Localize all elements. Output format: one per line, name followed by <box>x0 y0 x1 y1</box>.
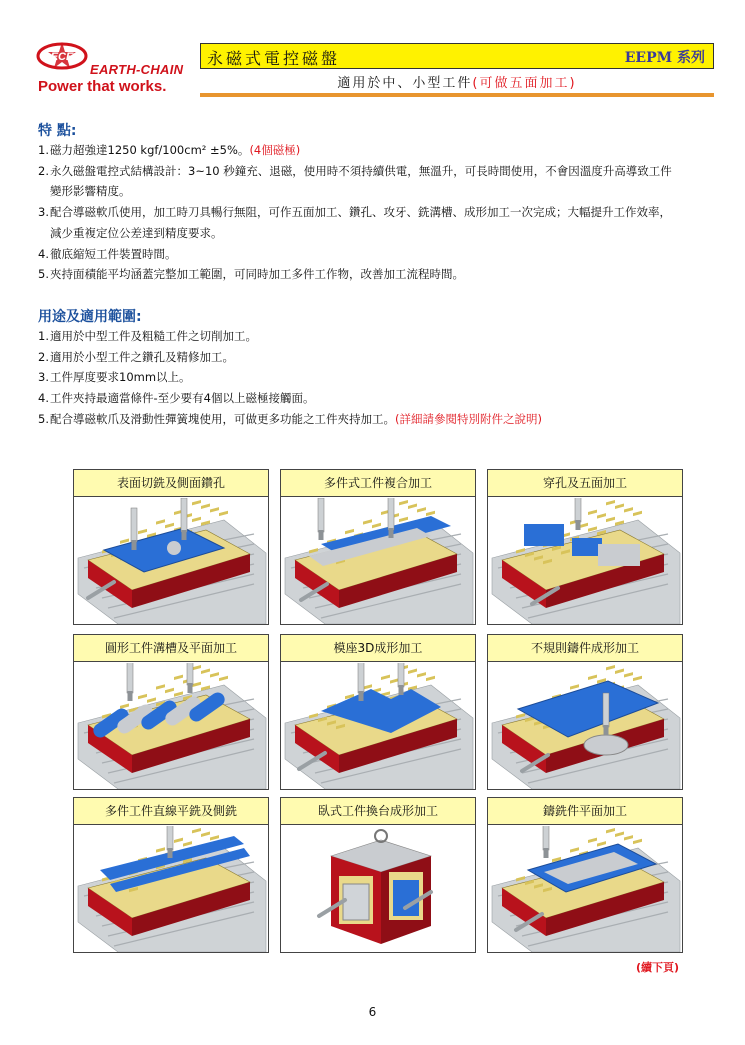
brand-slogan: Power that works. <box>38 78 167 95</box>
feature-item: 4.徹底縮短工件裝置時間。 <box>38 246 177 261</box>
magnetic-pole <box>192 682 201 687</box>
magnetic-pole <box>201 504 210 509</box>
magnetic-pole <box>201 669 210 674</box>
magnetic-pole <box>381 675 390 680</box>
company-logo <box>36 40 191 98</box>
application-panel <box>487 634 683 790</box>
usage-item: 3.工件厚度要求10mm以上。 <box>38 370 191 385</box>
round-part <box>584 735 628 755</box>
magnetic-pole <box>597 513 606 518</box>
magnetic-pole <box>606 517 615 522</box>
workpiece <box>572 538 602 556</box>
usage-item: 4.工件夾持最適當條件-至少要有4個以上磁極接觸面。 <box>38 391 315 406</box>
feature-item: 2.永久磁盤電控式結構設計：3~10 秒鐘充、退磁，使用時不須持續供電，無溫升，可長時間使用，不會因溫度升高導致工件 變形影響精度。 <box>38 163 672 199</box>
magnetic-pole <box>201 832 210 837</box>
cutter-tip <box>399 685 404 695</box>
bore <box>167 541 181 555</box>
magnetic-pole <box>606 500 615 505</box>
magnetic-pole <box>390 678 399 683</box>
cutter-shank <box>388 498 394 530</box>
feature-item: 1.磁力超強達1250 kgf/100cm² ±5%。(4個磁極) <box>38 143 301 157</box>
cutter-tip <box>188 683 193 693</box>
five-face-machining-icon <box>488 498 682 624</box>
workpiece <box>343 884 369 920</box>
magnetic-pole <box>156 684 165 689</box>
cutter-tip <box>168 848 173 858</box>
cutter-shank <box>575 498 581 522</box>
magnetic-pole <box>633 839 642 844</box>
cutter-tip <box>132 540 137 550</box>
header-divider <box>200 93 714 97</box>
magnetic-pole <box>615 504 624 509</box>
cutter-shank <box>603 693 609 727</box>
magnetic-pole <box>165 523 174 528</box>
magnetic-pole <box>363 684 372 689</box>
magnetic-pole <box>606 828 615 833</box>
application-panel <box>73 797 269 953</box>
magnetic-pole <box>156 847 165 852</box>
cutter-tip <box>319 530 324 540</box>
application-panel <box>73 469 269 625</box>
magnetic-pole <box>624 672 633 677</box>
panel-label: 圓形工件溝槽及平面加工 <box>74 635 268 662</box>
magnetic-pole <box>588 838 597 843</box>
continued-note: (續下頁) <box>636 961 680 974</box>
magnetic-pole <box>192 500 201 505</box>
magnetic-pole <box>210 507 219 512</box>
panel-label: 表面切銑及側面鑽孔 <box>74 470 268 497</box>
logo-letters: ECE <box>50 51 74 63</box>
magnetic-pole <box>408 504 417 509</box>
magnetic-pole <box>426 676 435 681</box>
cutter-shank <box>398 663 404 687</box>
title-bar <box>200 43 714 69</box>
magnetic-pole <box>417 672 426 677</box>
round-workpiece-grooving-icon <box>74 663 268 789</box>
application-panel <box>487 469 683 625</box>
cutter-tip <box>182 530 187 540</box>
magnetic-pole <box>624 835 633 840</box>
application-panel <box>280 797 476 953</box>
usage-item: 1.適用於中型工件及粗糙工件之切削加工。 <box>38 329 257 343</box>
magnetic-pole <box>372 523 381 528</box>
page-number: 6 <box>368 1005 377 1019</box>
application-panel <box>280 469 476 625</box>
panel-label: 鑄銑件平面加工 <box>488 798 682 825</box>
workpiece <box>393 880 419 916</box>
workpiece <box>598 544 640 566</box>
workpiece <box>524 524 564 546</box>
irregular-casting-forming-icon <box>488 663 682 789</box>
brand-name: EARTH-CHAIN <box>90 62 184 77</box>
magnetic-pole <box>588 510 597 515</box>
feature-item: 5.夾持面積能平均涵蓋完整加工範圍，可同時加工多件工作物，改善加工流程時間。 <box>38 267 464 282</box>
workpiece-surface-milling-icon <box>74 498 268 624</box>
magnetic-pole <box>210 835 219 840</box>
usage-list <box>38 326 708 430</box>
panel-label: 模座3D成形加工 <box>281 635 475 662</box>
magnetic-pole <box>138 529 147 534</box>
cutter-tip <box>359 691 364 701</box>
magnetic-pole <box>363 519 372 524</box>
magnetic-pole <box>408 669 417 674</box>
cutter-shank <box>167 826 173 850</box>
cutter-tip <box>128 691 133 701</box>
magnetic-pole <box>174 675 183 680</box>
magnetic-pole <box>624 507 633 512</box>
magnetic-pole <box>570 847 579 852</box>
usage-item: 2.適用於小型工件之鑽孔及精修加工。 <box>38 349 234 364</box>
magnetic-pole <box>570 684 579 689</box>
magnetic-pole <box>192 665 201 670</box>
application-panel <box>487 797 683 953</box>
cutter-shank <box>358 663 364 693</box>
application-panel <box>280 634 476 790</box>
magnetic-pole <box>219 676 228 681</box>
magnetic-pole <box>174 838 183 843</box>
magnetic-pole <box>588 675 597 680</box>
panel-label: 多件工件直線平銑及側銑 <box>74 798 268 825</box>
magnetic-pole <box>120 703 129 708</box>
magnetic-pole <box>210 672 219 677</box>
panel-label: 臥式工件換台成形加工 <box>281 798 475 825</box>
magnetic-pole <box>426 511 435 516</box>
magnetic-pole <box>633 511 642 516</box>
magnetic-pole <box>615 669 624 674</box>
magnetic-pole <box>399 517 408 522</box>
casting-face-milling-icon <box>488 826 682 952</box>
ece-logo-icon <box>36 40 88 72</box>
magnetic-pole <box>192 517 201 522</box>
horizontal-pallet-forming-icon <box>281 826 475 952</box>
magnetic-pole <box>147 697 156 702</box>
page-title: 永磁式電控磁盤 <box>207 49 341 68</box>
series-label: EEPM 系列 <box>624 50 705 66</box>
magnetic-pole <box>192 828 201 833</box>
magnetic-pole <box>156 519 165 524</box>
cutter-tip <box>389 528 394 538</box>
cutter-shank <box>318 498 324 532</box>
panel-label: 多件式工件複合加工 <box>281 470 475 497</box>
subtitle <box>200 72 714 91</box>
usage-heading: 用途及適用範圍: <box>38 309 142 325</box>
magnetic-pole <box>219 511 228 516</box>
cutter-tip <box>604 725 609 735</box>
multi-workpiece-machining-icon <box>281 498 475 624</box>
subtitle-main: 適用於中、小型工件 <box>337 76 473 91</box>
features-list <box>38 140 708 285</box>
features-heading: 特 點: <box>38 123 77 139</box>
cutter-shank <box>131 508 137 542</box>
cutter-shank <box>187 663 193 685</box>
magnetic-pole <box>165 688 174 693</box>
magnetic-pole <box>606 665 615 670</box>
magnetic-pole <box>345 529 354 534</box>
magnetic-pole <box>615 832 624 837</box>
cutter-shank <box>127 663 133 693</box>
feature-item: 3.配合導磁軟爪使用，加工時刀具暢行無阻，可作五面加工、鑽孔、攻牙、銑溝槽、成形加工一次完成；大幅提升工作效率， 減少重複定位公差達到精度要求。 <box>38 205 671 240</box>
magnetic-pole <box>597 841 606 846</box>
magnetic-pole <box>138 694 147 699</box>
cutter-tip <box>576 520 581 530</box>
subtitle-highlight: (可做五面加工) <box>472 76 577 91</box>
magnetic-pole <box>633 676 642 681</box>
magnetic-pole <box>399 500 408 505</box>
mold-base-3d-forming-icon <box>281 663 475 789</box>
application-panel <box>73 634 269 790</box>
cutter-shank <box>181 498 187 532</box>
cutter-tip <box>544 848 549 858</box>
cutter-shank <box>543 826 549 850</box>
panel-label: 不規則鑄件成形加工 <box>488 635 682 662</box>
magnetic-pole <box>417 507 426 512</box>
multi-linear-milling-icon <box>74 826 268 952</box>
panel-label: 穿孔及五面加工 <box>488 470 682 497</box>
usage-item: 5.配合導磁軟爪及滑動性彈簧塊使用，可做更多功能之工件夾持加工。(詳細請參閱特別附件之說明) <box>38 411 542 426</box>
magnetic-pole <box>183 841 192 846</box>
